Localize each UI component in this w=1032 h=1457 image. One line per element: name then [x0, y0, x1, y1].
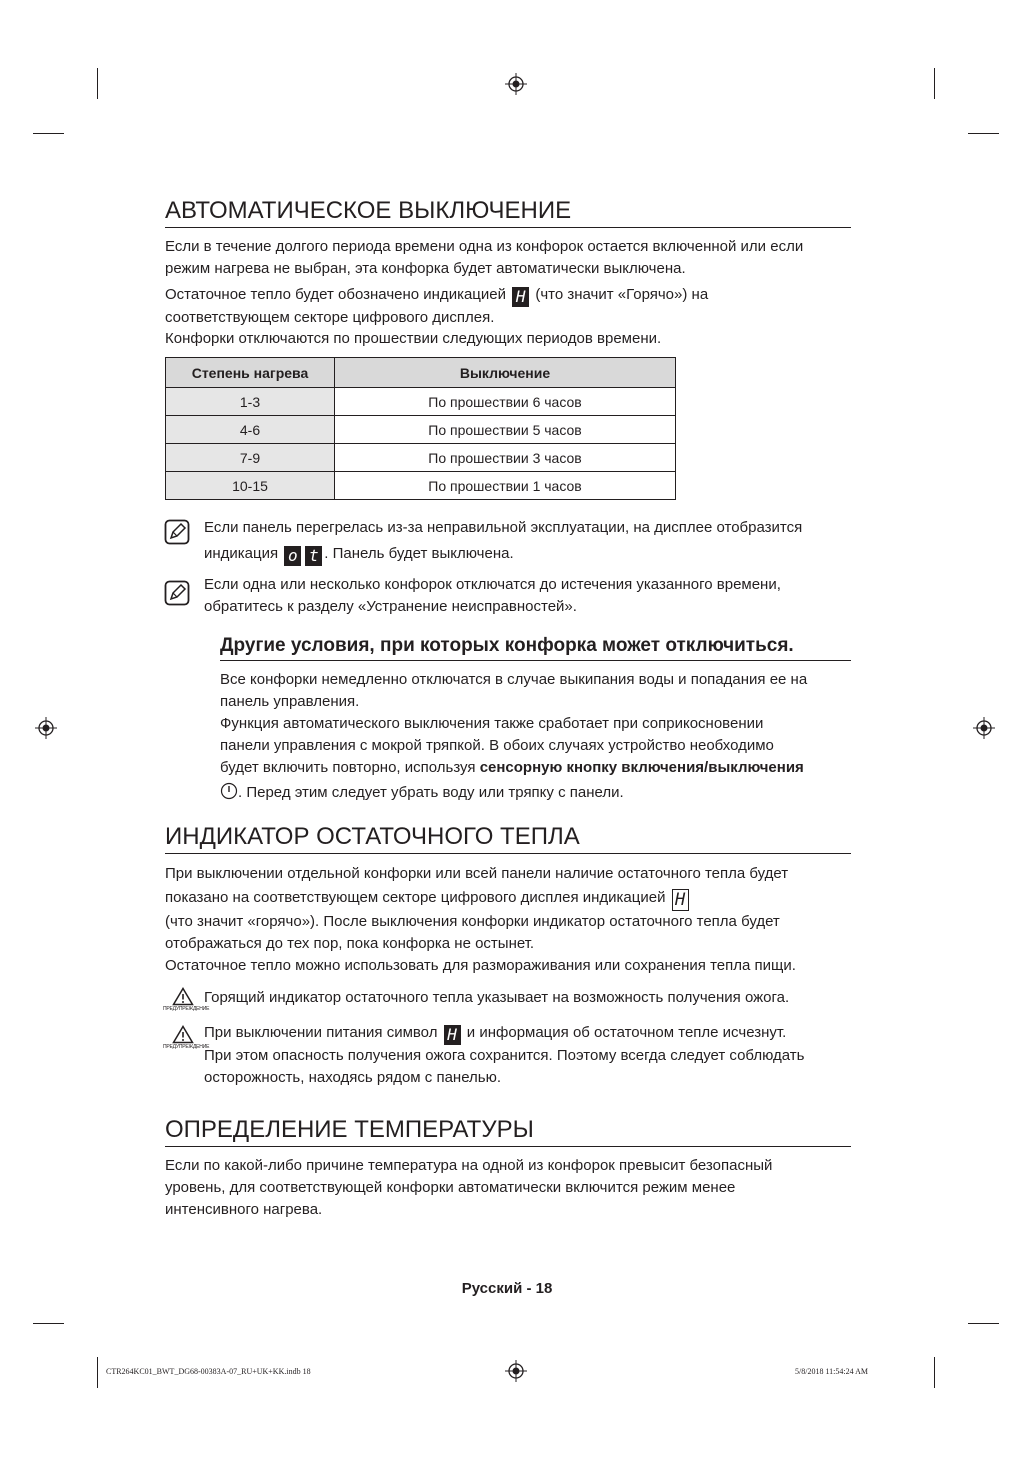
text-line: Если панель перегрелась из-за неправильной эксплуатации, на дисплее отобразится — [204, 519, 803, 536]
text-line: Остаточное тепло можно использовать для размораживания или сохранения тепла пищи. — [165, 957, 796, 974]
text-line: соответствующем секторе цифрового дисплея. — [165, 309, 495, 326]
note-icon — [164, 519, 190, 545]
hot-indicator-icon: H — [512, 287, 529, 307]
text-line: Функция автоматического выключения также сработает при соприкосновении — [220, 715, 764, 732]
text-line: Если по какой-либо причине температура на одной из конфорок превысит безопасный — [165, 1157, 773, 1174]
text-line: обратитесь к разделу «Устранение неисправностей». — [204, 598, 577, 615]
paragraph — [165, 284, 708, 329]
table-cell: По прошествии 6 часов — [335, 388, 676, 416]
shutoff-table — [165, 357, 676, 500]
registration-mark-icon — [35, 717, 57, 739]
warning-icon — [172, 1025, 194, 1044]
crop-mark — [968, 133, 999, 134]
text-line: Если одна или несколько конфорок отключатся до истечения указанного времени, — [204, 576, 781, 593]
crop-mark — [968, 1323, 999, 1324]
table-row — [166, 416, 676, 444]
table-cell: 7-9 — [166, 444, 335, 472]
table-cell: 4-6 — [166, 416, 335, 444]
registration-mark-icon — [973, 717, 995, 739]
subsection-title: Другие условия, при которых конфорка может отключиться. — [220, 633, 851, 661]
text-line: Все конфорки немедленно отключатся в случае выкипания воды и попадания ее на — [220, 671, 808, 688]
text-line: . Перед этим следует убрать воду или тряпку с панели. — [238, 784, 624, 801]
footer-timestamp: 5/8/2018 11:54:24 AM — [795, 1367, 869, 1376]
registration-mark-icon — [505, 1360, 527, 1382]
section-title-residual-heat: ИНДИКАТОР ОСТАТОЧНОГО ТЕПЛА — [165, 823, 851, 854]
crop-mark — [97, 68, 98, 99]
paragraph — [165, 236, 803, 280]
warning-text: Горящий индикатор остаточного тепла указывает на возможность получения ожога. — [204, 989, 790, 1006]
text-line: панели управления с мокрой тряпкой. В обоих случаях устройство необходимо — [220, 737, 774, 754]
warning-label: ПРЕДУПРЕЖДЕНИЕ — [163, 1006, 210, 1012]
hot-indicator-icon: H — [444, 1025, 461, 1045]
text-line: панель управления. — [220, 693, 360, 710]
text-line: и информация об остаточном тепле исчезнут. — [466, 1024, 787, 1041]
text-line: При выключении питания символ — [204, 1024, 438, 1041]
text-line: (что значит «горячо»). После выключения конфорки индикатор остаточного тепла будет — [165, 913, 780, 930]
text-line: интенсивного нагрева. — [165, 1201, 323, 1218]
text-line: осторожность, находясь рядом с панелью. — [204, 1069, 502, 1086]
section-title-temperature: ОПРЕДЕЛЕНИЕ ТЕМПЕРАТУРЫ — [165, 1116, 851, 1147]
note-text — [204, 515, 802, 567]
crop-mark — [33, 133, 64, 134]
text-line: . Панель будет выключена. — [324, 545, 514, 562]
warning-icon — [172, 987, 194, 1006]
footer-filename: CTR264KC01_BWT_DG68-00383A-07_RU+UK+KK.indb 18 — [106, 1367, 311, 1376]
table-row — [166, 472, 676, 500]
power-button-reference: сенсорную кнопку включения/выключения — [479, 759, 804, 776]
section-title-auto-off: АВТОМАТИЧЕСКОЕ ВЫКЛЮЧЕНИЕ — [165, 197, 851, 228]
paragraph — [165, 911, 796, 977]
text-line: уровень, для соответствующей конфорки автоматически включится режим менее — [165, 1179, 736, 1196]
display-segment-o-icon: o — [284, 546, 301, 566]
note-text — [204, 574, 781, 618]
paragraph — [165, 862, 788, 911]
registration-mark-icon — [505, 73, 527, 95]
text-line-with-icon — [220, 782, 624, 804]
text-line: При выключении отдельной конфорки или всей панели наличие остаточного тепла будет — [165, 865, 789, 882]
text-line: Если в течение долгого периода времени одна из конфорок остается включенной или если — [165, 238, 804, 255]
note-icon — [164, 580, 190, 606]
text-line: отображаться до тех пор, пока конфорка не остынет. — [165, 935, 535, 952]
table-row — [166, 444, 676, 472]
page-number: Русский - 18 — [461, 1280, 553, 1297]
table-header: Выключение — [335, 358, 676, 388]
paragraph — [220, 669, 807, 779]
power-button-icon — [220, 782, 238, 800]
text-line: (что значит «Горячо») на — [535, 286, 709, 303]
crop-mark — [33, 1323, 64, 1324]
crop-mark — [97, 1357, 98, 1388]
table-cell: По прошествии 3 часов — [335, 444, 676, 472]
text-line: будет включить повторно, используя — [220, 759, 476, 776]
text-line: режим нагрева не выбран, эта конфорка будет автоматически выключена. — [165, 260, 686, 277]
table-header-row — [166, 358, 676, 388]
hot-indicator-icon: H — [672, 889, 689, 911]
table-row — [166, 388, 676, 416]
table-cell: 1-3 — [166, 388, 335, 416]
table-cell: 10-15 — [166, 472, 335, 500]
text-line: При этом опасность получения ожога сохранится. Поэтому всегда следует соблюдать — [204, 1047, 805, 1064]
crop-mark — [934, 1357, 935, 1388]
crop-mark — [934, 68, 935, 99]
warning-badge — [163, 987, 210, 1012]
paragraph: Конфорки отключаются по прошествии следующих периодов времени. — [165, 330, 662, 347]
table-cell: По прошествии 5 часов — [335, 416, 676, 444]
display-segment-t-icon: t — [305, 546, 322, 566]
warning-text — [204, 1022, 804, 1089]
table-header: Степень нагрева — [166, 358, 335, 388]
warning-label: ПРЕДУПРЕЖДЕНИЕ — [163, 1044, 210, 1050]
text-line: Остаточное тепло будет обозначено индикацией — [165, 286, 506, 303]
paragraph — [165, 1155, 772, 1221]
text-line: показано на соответствующем секторе цифрового дисплея индикацией — [165, 889, 666, 906]
warning-badge — [163, 1025, 210, 1050]
table-cell: По прошествии 1 часов — [335, 472, 676, 500]
text-line: индикация — [204, 545, 279, 562]
